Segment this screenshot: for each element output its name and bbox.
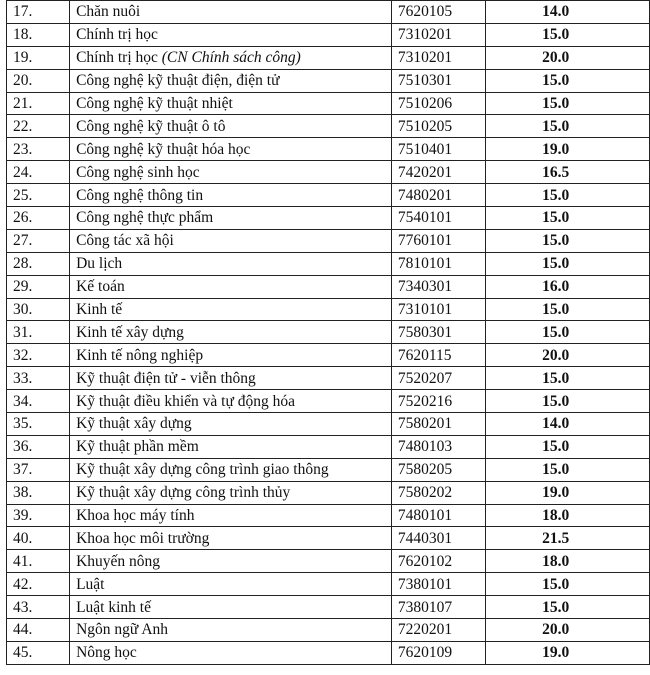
major-name — [70, 573, 392, 596]
major-name-text: Luật — [76, 575, 105, 593]
table-row — [7, 390, 650, 413]
admission-score: 20.0 — [486, 46, 650, 69]
major-name — [70, 1, 392, 24]
major-name-text: Kỹ thuật điện tử - viễn thông — [76, 369, 256, 387]
admission-score: 15.0 — [486, 298, 650, 321]
major-name-text: Chăn nuôi — [76, 3, 141, 21]
row-number: 28. — [7, 252, 70, 275]
admission-score: 15.0 — [486, 229, 650, 252]
major-name — [70, 504, 392, 527]
major-name — [70, 138, 392, 161]
table-row — [7, 619, 650, 642]
admission-score: 16.5 — [486, 161, 650, 184]
major-name — [70, 69, 392, 92]
major-name-text: Chính trị học — [76, 49, 162, 67]
major-name-text: Kinh tế nông nghiệp — [76, 346, 204, 364]
major-name — [70, 367, 392, 390]
major-code: 7540101 — [391, 207, 485, 230]
row-number: 37. — [7, 458, 70, 481]
major-name-text: Luật kinh tế — [76, 598, 151, 616]
major-code: 7380107 — [391, 596, 485, 619]
major-name — [70, 413, 392, 436]
major-name — [70, 115, 392, 138]
major-name — [70, 619, 392, 642]
major-name-text: Công nghệ kỹ thuật hóa học — [76, 140, 251, 158]
table-row — [7, 344, 650, 367]
table-row — [7, 229, 650, 252]
major-code: 7520207 — [391, 367, 485, 390]
major-code: 7310101 — [391, 298, 485, 321]
major-name — [70, 481, 392, 504]
major-code: 7440301 — [391, 527, 485, 550]
major-name-text: Kinh tế xây dựng — [76, 323, 184, 341]
major-code: 7510206 — [391, 92, 485, 115]
admission-score: 14.0 — [486, 413, 650, 436]
major-name-text: Công nghệ thông tin — [76, 186, 204, 204]
major-name-text: Du lịch — [76, 255, 123, 273]
major-note: (CN Chính sách công) — [161, 49, 301, 67]
major-code: 7510205 — [391, 115, 485, 138]
admission-score: 18.0 — [486, 504, 650, 527]
major-name — [70, 207, 392, 230]
admission-score: 15.0 — [486, 435, 650, 458]
major-code: 7620105 — [391, 1, 485, 24]
table-row — [7, 207, 650, 230]
admission-score: 14.0 — [486, 1, 650, 24]
major-name — [70, 321, 392, 344]
major-code: 7580202 — [391, 481, 485, 504]
major-name-text: Kỹ thuật điều khiển và tự động hóa — [76, 392, 295, 410]
major-code: 7760101 — [391, 229, 485, 252]
row-number: 29. — [7, 275, 70, 298]
row-number: 20. — [7, 69, 70, 92]
admission-score: 15.0 — [486, 252, 650, 275]
admission-score: 18.0 — [486, 550, 650, 573]
major-name-text: Công nghệ thực phẩm — [76, 209, 214, 227]
table-row — [7, 573, 650, 596]
major-name — [70, 550, 392, 573]
table-row — [7, 161, 650, 184]
row-number: 41. — [7, 550, 70, 573]
major-name-text: Kỹ thuật xây dựng — [76, 415, 192, 433]
row-number: 36. — [7, 435, 70, 458]
major-name-text: Kinh tế — [76, 301, 123, 319]
row-number: 18. — [7, 23, 70, 46]
row-number: 44. — [7, 619, 70, 642]
admission-score: 15.0 — [486, 367, 650, 390]
row-number: 31. — [7, 321, 70, 344]
major-code: 7620109 — [391, 641, 485, 664]
major-name-text: Ngôn ngữ Anh — [76, 621, 169, 639]
table-row — [7, 481, 650, 504]
admission-score: 21.5 — [486, 527, 650, 550]
table-row — [7, 115, 650, 138]
major-code: 7620102 — [391, 550, 485, 573]
major-name-text: Kỹ thuật xây dựng công trình giao thông — [76, 461, 329, 479]
table-row — [7, 641, 650, 664]
major-code: 7510401 — [391, 138, 485, 161]
admission-score: 20.0 — [486, 344, 650, 367]
major-name — [70, 596, 392, 619]
table-row — [7, 527, 650, 550]
major-name-text: Công nghệ kỹ thuật điện, điện tử — [76, 72, 280, 90]
row-number: 45. — [7, 641, 70, 664]
row-number: 30. — [7, 298, 70, 321]
row-number: 39. — [7, 504, 70, 527]
major-name — [70, 435, 392, 458]
row-number: 21. — [7, 92, 70, 115]
major-name — [70, 229, 392, 252]
row-number: 40. — [7, 527, 70, 550]
major-name-text: Chính trị học — [76, 26, 158, 44]
row-number: 17. — [7, 1, 70, 24]
admission-score: 15.0 — [486, 115, 650, 138]
admission-score: 15.0 — [486, 573, 650, 596]
major-name — [70, 275, 392, 298]
major-code: 7220201 — [391, 619, 485, 642]
major-name — [70, 92, 392, 115]
row-number: 43. — [7, 596, 70, 619]
major-code: 7480103 — [391, 435, 485, 458]
table-row — [7, 138, 650, 161]
row-number: 38. — [7, 481, 70, 504]
major-name — [70, 298, 392, 321]
table-body — [7, 1, 650, 665]
table-row — [7, 46, 650, 69]
table-row — [7, 298, 650, 321]
major-name-text: Khuyến nông — [76, 552, 161, 570]
row-number: 26. — [7, 207, 70, 230]
major-name-text: Khoa học máy tính — [76, 507, 195, 525]
admission-score: 15.0 — [486, 184, 650, 207]
row-number: 23. — [7, 138, 70, 161]
major-name-text: Công nghệ kỹ thuật nhiệt — [76, 95, 233, 112]
major-code: 7810101 — [391, 252, 485, 275]
row-number: 35. — [7, 413, 70, 436]
admission-score: 15.0 — [486, 596, 650, 619]
major-name-text: Kế toán — [76, 278, 125, 296]
admission-score: 15.0 — [486, 23, 650, 46]
major-name — [70, 390, 392, 413]
row-number: 25. — [7, 184, 70, 207]
major-name-text: Nông học — [76, 644, 137, 662]
major-name-text: Công nghệ sinh học — [76, 163, 200, 181]
row-number: 34. — [7, 390, 70, 413]
major-name — [70, 184, 392, 207]
table-row — [7, 321, 650, 344]
major-name — [70, 161, 392, 184]
major-code: 7510301 — [391, 69, 485, 92]
major-code: 7480101 — [391, 504, 485, 527]
table-row — [7, 596, 650, 619]
row-number: 32. — [7, 344, 70, 367]
admission-score: 15.0 — [486, 458, 650, 481]
table-row — [7, 504, 650, 527]
row-number: 33. — [7, 367, 70, 390]
admission-score: 16.0 — [486, 275, 650, 298]
admission-score: 19.0 — [486, 138, 650, 161]
row-number: 19. — [7, 46, 70, 69]
admission-score: 19.0 — [486, 481, 650, 504]
admission-score: 15.0 — [486, 390, 650, 413]
admission-score: 15.0 — [486, 207, 650, 230]
admission-score: 20.0 — [486, 619, 650, 642]
major-name — [70, 252, 392, 275]
table-row — [7, 435, 650, 458]
row-number: 42. — [7, 573, 70, 596]
major-code: 7580301 — [391, 321, 485, 344]
major-code: 7310201 — [391, 23, 485, 46]
major-name — [70, 46, 392, 69]
major-code: 7580201 — [391, 413, 485, 436]
major-code: 7340301 — [391, 275, 485, 298]
major-name-text: Khoa học môi trường — [76, 529, 210, 547]
major-code: 7310201 — [391, 46, 485, 69]
table-row — [7, 184, 650, 207]
table-row — [7, 1, 650, 24]
table-row — [7, 69, 650, 92]
major-code: 7620115 — [391, 344, 485, 367]
major-name — [70, 527, 392, 550]
table-row — [7, 252, 650, 275]
table-row — [7, 23, 650, 46]
row-number: 22. — [7, 115, 70, 138]
major-name-text: Công tác xã hội — [76, 232, 174, 250]
major-code: 7580205 — [391, 458, 485, 481]
table-row — [7, 458, 650, 481]
major-code: 7480201 — [391, 184, 485, 207]
major-name-text: Công nghệ kỹ thuật ô tô — [76, 117, 226, 135]
table-row — [7, 413, 650, 436]
admission-score: 19.0 — [486, 641, 650, 664]
major-name — [70, 641, 392, 664]
table-row — [7, 92, 650, 115]
major-code: 7420201 — [391, 161, 485, 184]
table-row — [7, 275, 650, 298]
major-name — [70, 23, 392, 46]
major-name-text: Kỹ thuật xây dựng công trình thủy — [76, 484, 291, 502]
major-code: 7380101 — [391, 573, 485, 596]
row-number: 24. — [7, 161, 70, 184]
major-code: 7520216 — [391, 390, 485, 413]
major-name-text: Kỹ thuật phần mềm — [76, 438, 199, 456]
admission-score: 15.0 — [486, 69, 650, 92]
row-number: 27. — [7, 229, 70, 252]
admission-score: 15.0 — [486, 321, 650, 344]
table-row — [7, 550, 650, 573]
admission-score-table — [6, 0, 650, 665]
major-name — [70, 458, 392, 481]
admission-score: 15.0 — [486, 92, 650, 115]
major-name — [70, 344, 392, 367]
table-row — [7, 367, 650, 390]
